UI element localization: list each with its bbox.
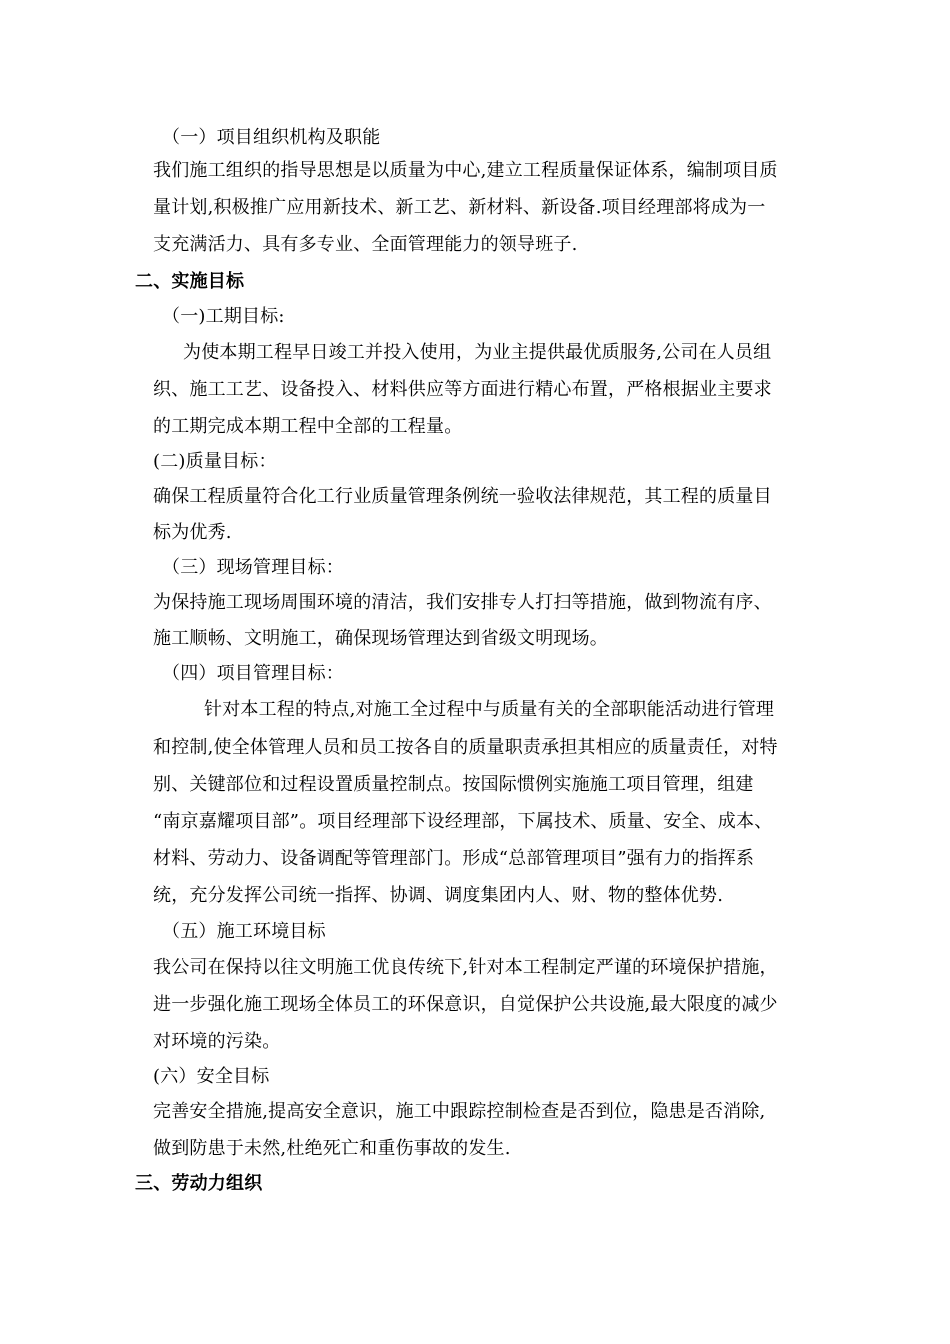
paragraph-line: 进一步强化施工现场全体员工的环保意识，自觉保护公共设施,最大限度的减少 bbox=[153, 994, 778, 1015]
paragraph-line: 我们施工组织的指导思想是以质量为中心,建立工程质量保证体系，编制项目质 bbox=[153, 160, 778, 181]
paragraph-line: 和控制,使全体管理人员和员工按各自的质量职责承担其相应的质量责任，对特 bbox=[153, 737, 778, 758]
subheading-org-structure: （一）项目组织机构及职能 bbox=[162, 127, 381, 148]
paragraph-line: 材料、劳动力、设备调配等管理部门。形成“总部管理项目”强有力的指挥系 bbox=[153, 848, 755, 869]
section-heading-labor-organization: 三、劳动力组织 bbox=[135, 1173, 263, 1194]
paragraph-line: 别、关键部位和过程设置质量控制点。按国际惯例实施施工项目管理，组建 bbox=[153, 774, 754, 795]
paragraph-line: 支充满活力、具有多专业、全面管理能力的领导班子. bbox=[153, 234, 578, 255]
paragraph-line: 统，充分发挥公司统一指挥、协调、调度集团内人、财、物的整体优势. bbox=[153, 885, 724, 906]
paragraph-line: 施工顺畅、文明施工，确保现场管理达到省级文明现场。 bbox=[153, 628, 608, 649]
subheading-safety-goal: (六）安全目标 bbox=[153, 1066, 270, 1087]
paragraph-line: 我公司在保持以往文明施工优良传统下,针对本工程制定严谨的环境保护措施， bbox=[153, 957, 778, 978]
paragraph-line: 量计划,积极推广应用新技术、新工艺、新材料、新设备.项目经理部将成为一 bbox=[153, 197, 766, 218]
paragraph-line: “南京嘉耀项目部”。项目经理部下设经理部，下属技术、质量、安全、成本、 bbox=[153, 811, 773, 832]
paragraph-line: 做到防患于未然,杜绝死亡和重伤事故的发生. bbox=[153, 1138, 511, 1159]
paragraph-line: 标为优秀. bbox=[153, 522, 232, 543]
paragraph-line: 确保工程质量符合化工行业质量管理条例统一验收法律规范，其工程的质量目 bbox=[153, 486, 772, 507]
subheading-site-management-goal: （三）现场管理目标： bbox=[162, 557, 344, 578]
paragraph-line: 针对本工程的特点,对施工全过程中与质量有关的全部职能活动进行管理 bbox=[204, 699, 775, 720]
paragraph-line: 为使本期工程早日竣工并投入使用，为业主提供最优质服务,公司在人员组 bbox=[183, 342, 772, 363]
paragraph-line: 对环境的污染。 bbox=[153, 1031, 281, 1052]
subheading-quality-goal: (二)质量目标： bbox=[153, 451, 277, 472]
paragraph-line: 织、施工工艺、设备投入、材料供应等方面进行精心布置，严格根据业主要求 bbox=[153, 379, 772, 400]
subheading-construction-environment-goal: （五）施工环境目标 bbox=[162, 921, 326, 942]
section-heading-implementation-goals: 二、实施目标 bbox=[135, 271, 245, 292]
paragraph-line: 完善安全措施,提高安全意识，施工中跟踪控制检查是否到位，隐患是否消除, bbox=[153, 1101, 766, 1122]
subheading-schedule-goal: （一)工期目标: bbox=[162, 306, 285, 327]
paragraph-line: 为保持施工现场周围环境的清洁，我们安排专人打扫等措施，做到物流有序、 bbox=[153, 592, 772, 613]
subheading-project-management-goal: （四）项目管理目标： bbox=[162, 663, 344, 684]
paragraph-line: 的工期完成本期工程中全部的工程量。 bbox=[153, 416, 463, 437]
